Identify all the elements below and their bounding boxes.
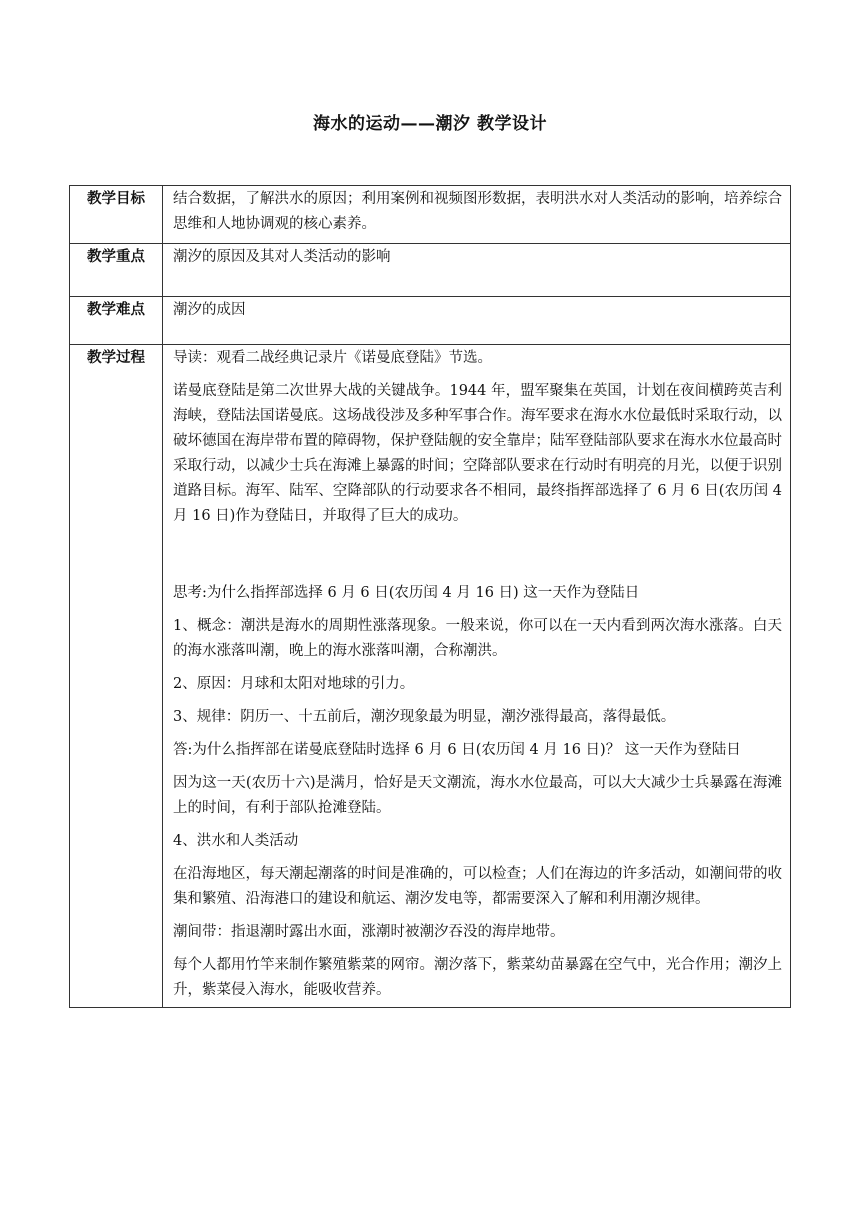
process-rule: 3、规律：阴历一、十五前后，潮汐现象最为明显，潮汐涨得最高，落得最低。 [173,709,676,725]
process-answer: 因为这一天(农历十六)是满月，恰好是天文潮流，海水水位最高，可以大大减少士兵暴露在海滩上的时间，有利于部队抢滩登陆。 [173,775,782,816]
content-difficult-points: 潮汐的成因 [163,297,791,345]
process-seaweed: 每个人都用竹竿来制作繁殖紫菜的网帘。潮汐落下，紫菜幼苗暴露在空气中，光合作用；潮汐上升，紫菜侵入海水，能吸收营养。 [173,957,782,998]
process-question: 思考:为什么指挥部选择 6 月 6 日(农历闰 4 月 16 日) 这一天作为登陆日 [173,585,640,601]
label-process: 教学过程 [70,345,163,1008]
lesson-plan-table [69,185,791,1008]
label-objectives: 教学目标 [70,186,163,244]
content-process [163,345,791,1008]
process-story: 诺曼底登陆是第二次世界大战的关键战争。1944 年，盟军聚集在英国，计划在夜间横跨英吉利海峡，登陆法国诺曼底。这场战役涉及多种军事合作。海军要求在海水水位最低时采取行动，以破坏德国在海岸带布置的障碍物，保护登陆舰的安全靠岸；陆军登陆部队要求在海水水位最高时采取行动，以减少士兵在海滩上暴露的时间；空降部队要求在行动时有明亮的月光，以便于识别道路目标。海军、陆军、空降部队的行动要求各不相同，最终指挥部选择了 6 月 6 日(农历闰 4 月 16 日)作为登陆日，并取得了巨大的成功。 [173,383,782,524]
spacer [173,537,782,581]
content-key-points: 潮汐的原因及其对人类活动的影响 [163,244,791,297]
process-answer-question: 答:为什么指挥部在诺曼底登陆时选择 6 月 6 日(农历闰 4 月 16 日)？ 这一天作为登陆日 [173,742,741,758]
label-difficult-points: 教学难点 [70,297,163,345]
process-human-activity: 在沿海地区，每天潮起潮落的时间是准确的，可以检查；人们在海边的许多活动，如潮间带的收集和繁殖、沿海港口的建设和航运、潮汐发电等，都需要深入了解和利用潮汐规律。 [173,866,782,907]
label-key-points: 教学重点 [70,244,163,297]
row-process [70,345,791,1008]
document-title: 海水的运动——潮汐 教学设计 [313,114,547,134]
process-human-activity-heading: 4、洪水和人类活动 [173,833,299,849]
process-intertidal: 潮间带：指退潮时露出水面，涨潮时被潮汐吞没的海岸地带。 [173,924,565,940]
process-concept: 1、概念：潮洪是海水的周期性涨落现象。一般来说，你可以在一天内看到两次海水涨落。白天的海水涨落叫潮，晚上的海水涨落叫潮，合称潮洪。 [173,618,782,659]
process-cause: 2、原因：月球和太阳对地球的引力。 [173,676,415,692]
row-difficult-points [70,297,791,345]
process-intro: 导读：观看二战经典记录片《诺曼底登陆》节选。 [173,350,492,366]
row-key-points [70,244,791,297]
row-objectives [70,186,791,244]
content-objectives: 结合数据，了解洪水的原因；利用案例和视频图形数据，表明洪水对人类活动的影响，培养综合思维和人地协调观的核心素养。 [163,186,791,244]
